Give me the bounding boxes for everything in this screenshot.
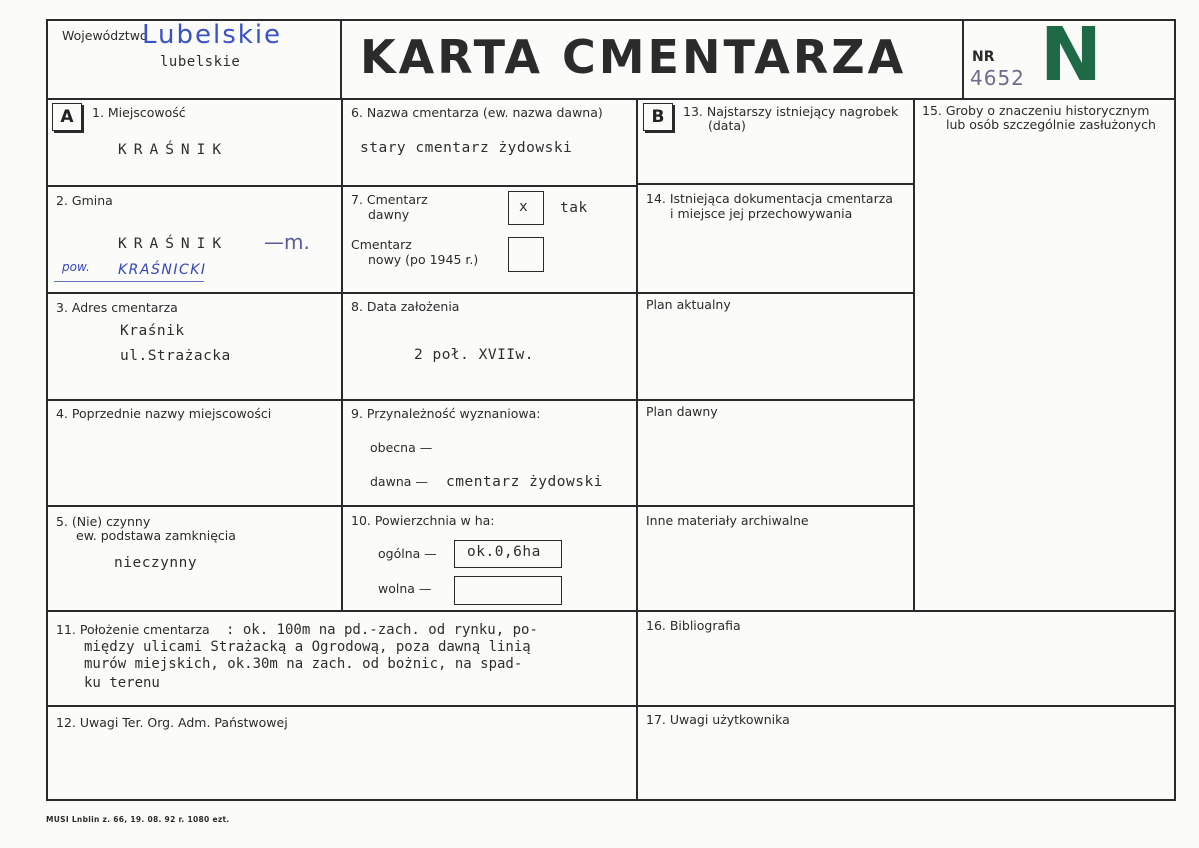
field10-ogolna-box[interactable]	[454, 540, 562, 568]
field11-line2: między ulicami Strażacką a Ogrodową, poza dawną linią	[84, 639, 531, 655]
field3-label: 3. Adres cmentarza	[56, 300, 178, 315]
field2-hand-suffix: —m.	[264, 230, 310, 254]
header-bottom-line	[46, 98, 1176, 100]
field7-dawny-mark: x	[519, 199, 529, 215]
col-divider-3	[913, 98, 915, 612]
field2-value: KRAŚNIK	[118, 236, 229, 252]
row-line-b1	[636, 183, 914, 185]
field10-label: 10. Powierzchnia w ha:	[351, 513, 495, 528]
field5-label-line1: 5. (Nie) czynny	[56, 514, 151, 529]
section-a-badge: A	[52, 103, 82, 131]
field15-label-line1: 15. Groby o znaczeniu historycznym	[922, 103, 1150, 118]
field11-line3: murów miejskich, ok.30m na zach. od bożnic, na spad-	[84, 656, 523, 672]
field10-ogolna-label: ogólna —	[378, 546, 437, 561]
field11-label: 11. Położenie cmentarza	[56, 622, 210, 637]
field10-wolna-label: wolna —	[378, 581, 432, 596]
field5-value: nieczynny	[114, 555, 198, 571]
row-line-5	[46, 610, 1176, 612]
field8-label: 8. Data założenia	[351, 299, 460, 314]
row-line-1	[46, 185, 637, 187]
row-line-2	[46, 292, 914, 294]
page-title: KARTA CMENTARZA	[360, 30, 907, 84]
field9-dawna-value: cmentarz żydowski	[446, 474, 603, 490]
field6-value: stary cmentarz żydowski	[360, 140, 573, 156]
col-divider-2	[636, 98, 638, 800]
field4-label: 4. Poprzednie nazwy miejscowości	[56, 406, 272, 421]
row-line-6	[46, 705, 1176, 707]
field7-nowy-line1: Cmentarz	[351, 237, 412, 252]
field15-label-line2: lub osób szczególnie zasłużonych	[946, 117, 1156, 132]
wojewodztwo-label: Województwo	[62, 28, 148, 43]
field14-plan-dawny: Plan dawny	[646, 404, 718, 419]
nr-label: NR	[972, 49, 995, 65]
field1-label: 1. Miejscowość	[92, 105, 186, 120]
field7-dawny-checkbox[interactable]	[508, 191, 544, 225]
field7-dawny-line1: 7. Cmentarz	[351, 192, 428, 207]
field7-dawny-answer: tak	[560, 200, 588, 216]
field14-label-line1: 14. Istniejąca dokumentacja cmentarza	[646, 191, 893, 206]
field16-label: 16. Bibliografia	[646, 618, 741, 633]
field9-dawna-label: dawna —	[370, 474, 428, 489]
wojewodztwo-handwritten: Lubelskie	[142, 20, 283, 50]
row-line-4	[46, 505, 914, 507]
field1-value: KRAŚNIK	[118, 142, 229, 158]
field7-dawny-line2: dawny	[368, 207, 410, 222]
field13-label-line1: 13. Najstarszy istniejący nagrobek	[683, 104, 899, 119]
field7-nowy-checkbox[interactable]	[508, 237, 544, 272]
wojewodztwo-typed: lubelskie	[160, 54, 241, 70]
section-b-badge: B	[643, 103, 673, 131]
header-divider-left	[340, 21, 342, 99]
nr-value: 4652	[970, 66, 1025, 90]
field9-obecna-label: obecna —	[370, 440, 433, 455]
frame-left	[46, 19, 48, 801]
field14-inne: Inne materiały archiwalne	[646, 513, 809, 528]
frame-right	[1174, 19, 1176, 801]
nr-letter: N	[1040, 12, 1102, 98]
footer-print-info: MUSI Lnblin z. 66, 19. 08. 92 r. 1080 ezt.	[46, 815, 230, 824]
field11-line1: : ok. 100m na pd.-zach. od rynku, po-	[226, 622, 538, 638]
field11-line4: ku terenu	[84, 675, 160, 691]
field5-label-line2: ew. podstawa zamknięcia	[76, 528, 236, 543]
header-divider-right	[962, 21, 964, 99]
field14-plan-aktualny: Plan aktualny	[646, 297, 731, 312]
field3-line2: ul.Strażacka	[120, 348, 231, 364]
field9-label: 9. Przynależność wyznaniowa:	[351, 406, 541, 421]
row-line-3	[46, 399, 914, 401]
frame-bottom	[46, 799, 1176, 801]
field2-underline	[54, 281, 204, 282]
field10-ogolna-value: ok.0,6ha	[467, 544, 541, 560]
field14-label-line2: i miejsce jej przechowywania	[670, 206, 853, 221]
col-divider-1	[341, 98, 343, 612]
field7-nowy-line2: nowy (po 1945 r.)	[368, 252, 479, 267]
field8-value: 2 poł. XVIIw.	[414, 347, 534, 363]
field6-label: 6. Nazwa cmentarza (ew. nazwa dawna)	[351, 105, 603, 120]
field2-label: 2. Gmina	[56, 193, 113, 208]
field17-label: 17. Uwagi użytkownika	[646, 712, 790, 727]
field10-wolna-box[interactable]	[454, 576, 562, 605]
field12-label: 12. Uwagi Ter. Org. Adm. Państwowej	[56, 715, 288, 730]
field2-pow-value: KRAŚNICKI	[118, 262, 207, 278]
field2-pow-label: pow.	[62, 260, 90, 274]
field3-line1: Kraśnik	[120, 323, 185, 339]
field13-label-line2: (data)	[708, 118, 746, 133]
